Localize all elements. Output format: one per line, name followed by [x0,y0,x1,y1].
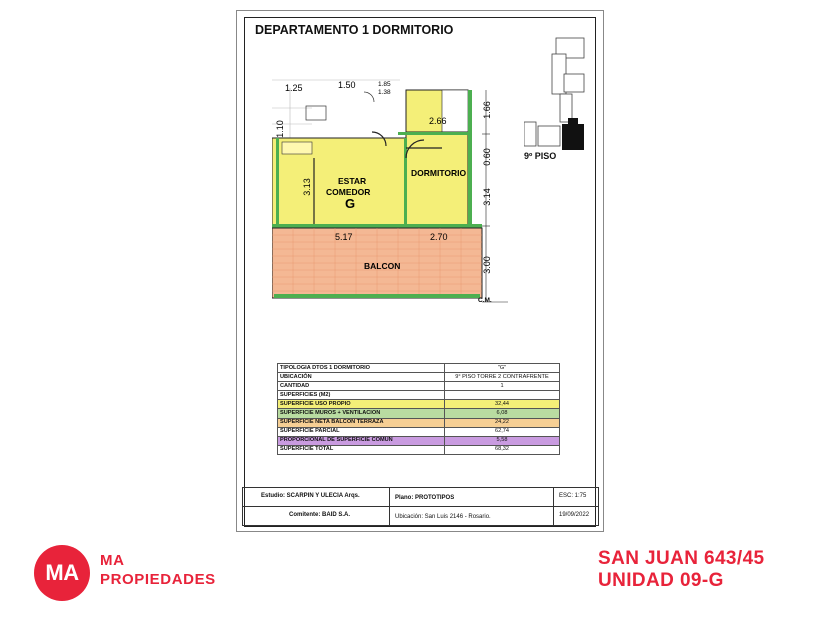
surface-row-label: UBICACIÓN [278,373,445,382]
property-address [598,548,765,592]
surface-row-value: 68,32 [445,445,560,454]
dim-3-00: 3.00 [481,256,492,274]
ubicacion-label: Ubicación: San Luis 2146 - Rosario. [395,514,491,520]
room-label-estar: ESTAR [338,176,367,186]
brand-logo [34,545,90,601]
dim-2-70: 2.70 [430,232,448,242]
brand-name-line2: PROPIEDADES [100,571,216,588]
surface-row [278,436,560,445]
surface-row-label: SUPERFICIES (M2) [278,391,445,400]
fecha-label: 19/09/2022 [559,512,590,518]
surface-row [278,427,560,436]
property-unit-line: UNIDAD 09-G [598,570,724,591]
room-label-comedor: COMEDOR [326,187,371,197]
room-label-balcon: BALCON [364,261,401,271]
dim-1-66: 1.66 [481,101,492,119]
dim-1-25: 1.25 [285,83,303,93]
escala-label: ESC: 1:75 [559,493,587,499]
surface-row-label: CANTIDAD [278,382,445,391]
surface-row [278,400,560,409]
surface-table [277,363,560,455]
unit-letter: G [345,196,356,211]
surface-row [278,418,560,427]
surface-row [278,409,560,418]
surface-row-label: SUPERFICIE MUROS + VENTILACION [278,409,445,418]
brand-name [100,551,216,589]
dim-5-17: 5.17 [335,232,353,242]
surface-row-label: SUPERFICIE PARCIAL [278,427,445,436]
surface-row-value: 24,22 [445,418,560,427]
dim-1-38: 1.38 [378,89,391,96]
surface-row-label: TIPOLOGIA DTOS 1 DORMITORIO [278,364,445,373]
floor-plan-drawing [272,78,512,320]
surface-row-label: PROPORCIONAL DE SUPERFICIE COMUN [278,436,445,445]
title-block [242,487,599,526]
surface-row-value: 1 [445,382,560,391]
dim-1-10: 1.10 [274,120,285,138]
cm-marker: C.M. [478,297,492,304]
surface-row-label: SUPERFICIE NETA BALCON TERRAZA [278,418,445,427]
surface-row-value: 62,74 [445,427,560,436]
surface-row [278,391,560,400]
document-title: DEPARTAMENTO 1 DORMITORIO [255,23,454,37]
dim-2-66: 2.66 [429,116,447,126]
surface-row-value: 9° PISO TORRE 2 CONTRAFRENTE [445,373,560,382]
room-label-dormitorio: DORMITORIO [411,168,467,178]
plano-label: Plano: PROTOTIPOS [395,495,455,501]
dim-0-60: 0.60 [481,148,492,166]
property-address-line: SAN JUAN 643/45 [598,548,765,569]
surface-row-value: 32,44 [445,400,560,409]
surface-row [278,373,560,382]
dim-3-13: 3.13 [301,178,312,196]
estudio-label: Estudio: SCARPIN Y ULECIA Arqs. [261,493,360,499]
surface-row-value: 5,58 [445,436,560,445]
surface-row [278,382,560,391]
surface-row [278,445,560,454]
brand-logo-text: MA [45,560,79,585]
surface-row-value [445,391,560,400]
floor-label: 9º PISO [524,151,557,161]
surface-row-value: 6,08 [445,409,560,418]
floor-key-plan [524,34,588,152]
surface-row-value: "G" [445,364,560,373]
dim-3-14: 3.14 [481,188,492,206]
comitente-label: Comitente: BAID S.A. [289,512,351,518]
dim-1-85: 1.85 [378,81,391,88]
surface-row-label: SUPERFICIE USO PROPIO [278,400,445,409]
brand-name-line1: MA [100,552,125,569]
surface-row-label: SUPERFICIE TOTAL [278,445,445,454]
surface-row [278,364,560,373]
dim-1-50: 1.50 [338,80,356,90]
